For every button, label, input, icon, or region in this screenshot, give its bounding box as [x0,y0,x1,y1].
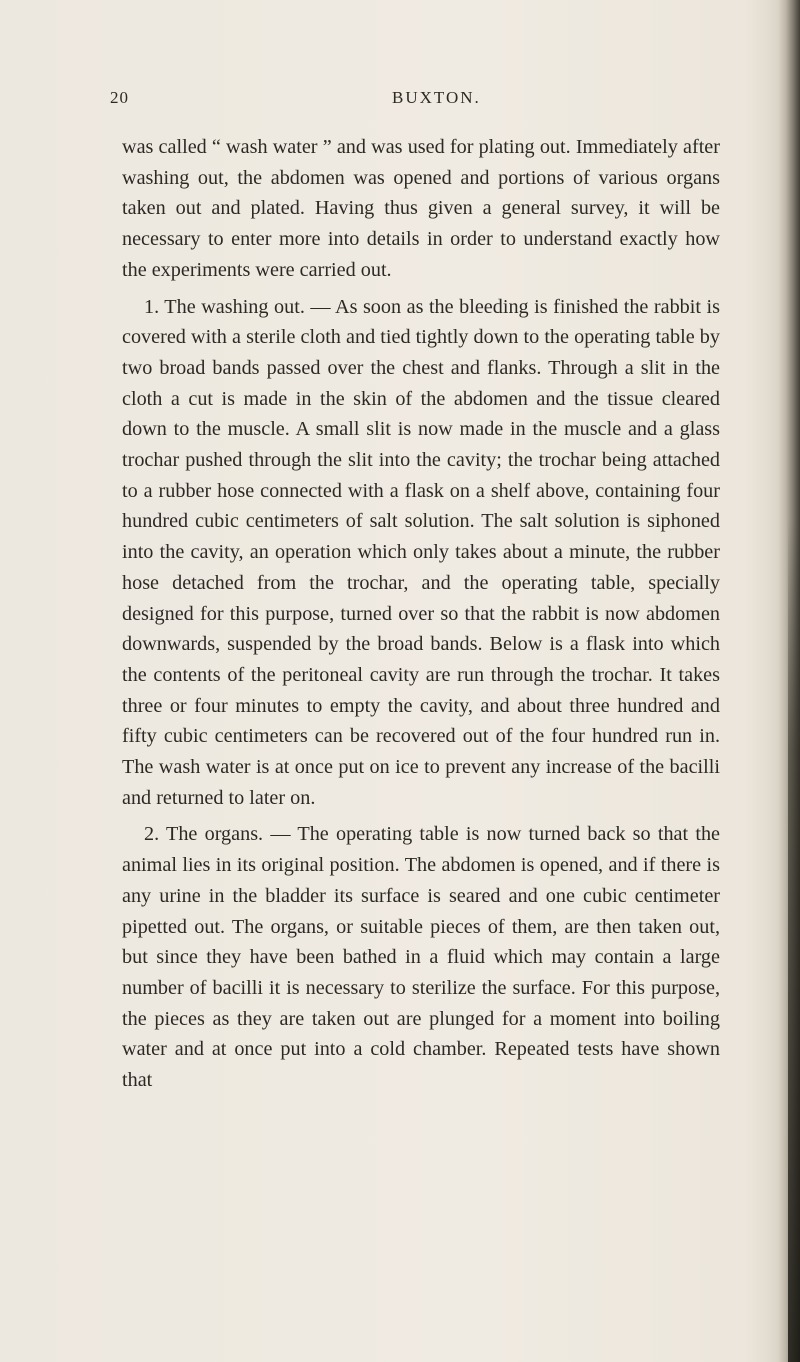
body-text [122,132,720,1096]
paragraph-washing-out: 1. The washing out. — As soon as the bleeding is finished the rabbit is covered with a sterile cloth and tied tightly down to the operating table by two broad bands passed over the chest and flanks. Through a slit in the cloth a cut is made in the skin of the abdomen and the tissue cleared down to the muscle. A small slit is now made in the muscle and a glass trochar pushed through the slit into the cavity; the trochar being attached to a rubber hose connected with a flask on a shelf above, containing four hundred cubic centimeters of salt solution. The salt solution is siphoned into the cavity, an operation which only takes about a minute, the rubber hose detached from the trochar, and the operating table, specially designed for this purpose, turned over so that the rabbit is now abdomen downwards, suspended by the broad bands. Below is a flask into which the contents of the peritoneal cavity are run through the trochar. It takes three or four minutes to empty the cavity, and about three hundred and fifty cubic centimeters can be recovered out of the four hundred run in. The wash water is at once put on ice to prevent any increase of the bacilli and returned to later on. [122,295,720,809]
paragraph-continuation: was called “ wash water ” and was used for plating out. Immediately after washing out, the abdomen was opened and portions of various organs taken out and plated. Having thus given a general survey, it will be necessary to enter more into details in order to understand exactly how the experiments were carried out. [122,136,720,281]
page-number: 20 [110,88,129,107]
running-head [110,88,710,116]
running-title: BUXTON. [392,88,481,107]
scan-shadow-edge-lower [788,0,800,1362]
paragraph-the-organs: 2. The organs. — The operating table is now turned back so that the animal lies in its original position. The abdomen is opened, and if there is any urine in the bladder its surface is seared and one cubic centimeter pipetted out. The organs, or suitable pieces of them, are then taken out, but since they have been bathed in a fluid which may contain a large number of bacilli it is necessary to sterilize the surface. For this purpose, the pieces as they are taken out are plunged for a moment into boiling water and at once put into a cold chamber. Repeated tests have shown that [122,823,720,1092]
